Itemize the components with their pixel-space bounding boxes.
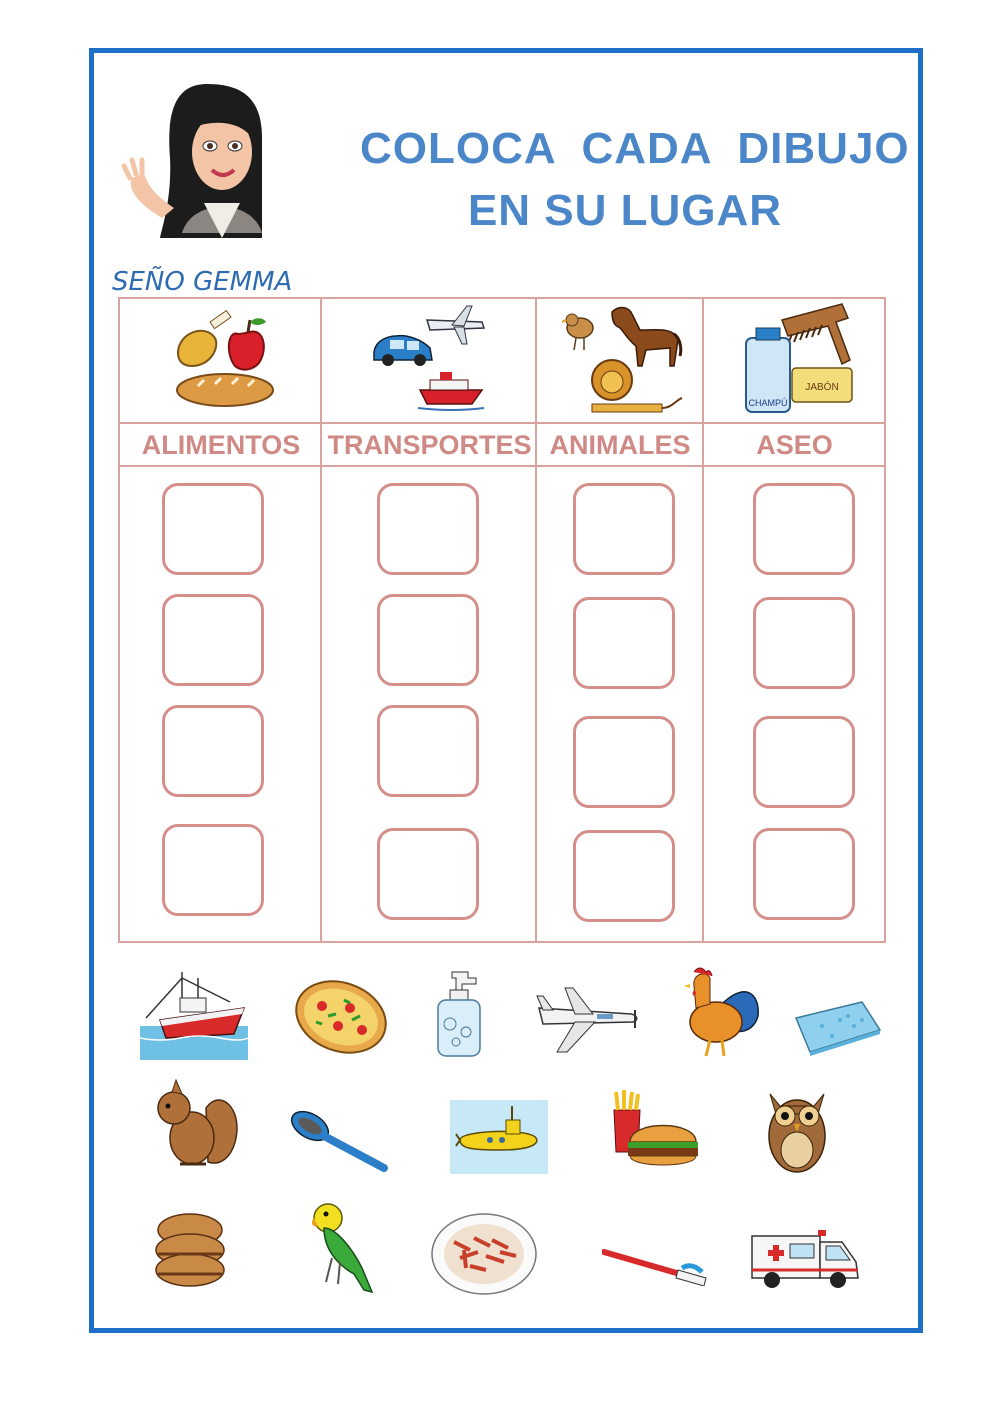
cookies-card[interactable] <box>150 1210 230 1292</box>
drop-slot-alimentos-1[interactable] <box>162 483 264 575</box>
fishing-boat-card[interactable] <box>140 968 248 1060</box>
title-line-1: COLOCA CADA DIBUJO <box>360 124 910 173</box>
soap-label: JABÓN <box>805 382 839 393</box>
sponge-card[interactable] <box>792 996 882 1058</box>
parakeet-card[interactable] <box>306 1198 378 1294</box>
drop-slot-aseo-3[interactable] <box>753 716 855 808</box>
drop-slot-aseo-1[interactable] <box>753 483 855 575</box>
animals-icon <box>562 300 686 420</box>
drop-slot-animales-3[interactable] <box>573 716 675 808</box>
shampoo-label: CHAMPÚ <box>748 398 788 408</box>
drop-slot-transportes-3[interactable] <box>377 705 479 797</box>
food-icon <box>170 308 280 408</box>
transport-icon <box>372 300 490 412</box>
squirrel-card[interactable] <box>150 1078 240 1172</box>
title-line-2: EN SU LUGAR <box>467 186 783 235</box>
drop-slot-aseo-4[interactable] <box>753 828 855 920</box>
drop-slot-animales-4[interactable] <box>573 830 675 922</box>
airplane-card[interactable] <box>535 984 641 1054</box>
pizza-card[interactable] <box>292 978 390 1056</box>
drop-slot-aseo-2[interactable] <box>753 597 855 689</box>
toothbrush-card[interactable] <box>602 1246 710 1286</box>
category-label-aseo: ASEO <box>756 430 833 460</box>
ambulance-card[interactable] <box>750 1226 862 1290</box>
submarine-card[interactable] <box>450 1100 548 1174</box>
hairbrush-card[interactable] <box>288 1106 388 1172</box>
drop-slot-transportes-4[interactable] <box>377 828 479 920</box>
drop-slot-alimentos-2[interactable] <box>162 594 264 686</box>
drop-slot-alimentos-4[interactable] <box>162 824 264 916</box>
drop-slot-alimentos-3[interactable] <box>162 705 264 797</box>
signature: SEÑO GEMMA <box>112 267 293 296</box>
pasta-plate-card[interactable] <box>430 1212 538 1296</box>
drop-slot-animales-1[interactable] <box>573 483 675 575</box>
category-label-animales: ANIMALES <box>549 430 691 460</box>
category-label-transportes: TRANSPORTES <box>327 430 532 460</box>
owl-card[interactable] <box>764 1084 830 1176</box>
drop-slot-animales-2[interactable] <box>573 597 675 689</box>
teacher-avatar <box>112 78 332 296</box>
page-title <box>360 118 910 242</box>
soap-dispenser-card[interactable] <box>432 970 484 1058</box>
rooster-card[interactable] <box>676 964 760 1060</box>
drop-slot-transportes-2[interactable] <box>377 594 479 686</box>
category-label-alimentos: ALIMENTOS <box>141 430 301 460</box>
drop-slot-transportes-1[interactable] <box>377 483 479 575</box>
hygiene-icon <box>742 300 860 418</box>
burger-fries-card[interactable] <box>610 1090 700 1180</box>
